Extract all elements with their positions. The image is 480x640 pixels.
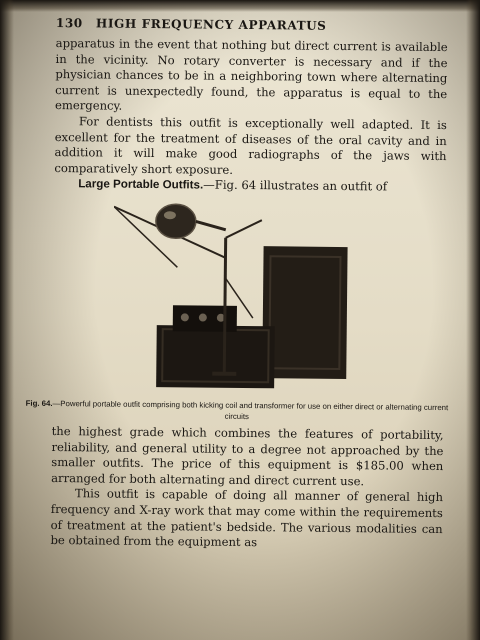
paragraph-2: For dentists this outfit is exceptionally well adapted. It is excellent for the treatment of diseases of the oral cavity and in addition it will make good radiographs of the jaws with comparatively short exposure. — [54, 114, 447, 177]
case-lid — [262, 246, 347, 379]
page-edge-shadow-right — [466, 0, 480, 640]
figure-caption — [22, 398, 452, 425]
portable-outfit-illustration — [112, 197, 354, 400]
paragraph-3 — [54, 176, 446, 196]
page-edge-shadow-left — [0, 0, 14, 640]
paragraph-3-text: —Fig. 64 illustrates an outfit of — [203, 177, 388, 194]
paragraph-1: apparatus in the event that nothing but direct current is available in the vicinity. No rotary converter is necessary and if the physician chances to be in a neighboring town where alternating current is unexpectedly found, the apparatus is equal to the emergency. — [54, 35, 448, 114]
case-base — [156, 325, 275, 388]
running-head-title: HIGH FREQUENCY APPARATUS — [95, 16, 327, 33]
figure-64 — [52, 196, 446, 400]
section-lead: Large Portable Outfits. — [78, 177, 204, 192]
paragraph-4: the highest grade which combines the features of portability, reliability, and general utility to a degree not approached by the smaller outfits. The price of this equipment is $185.00 when arranged for both alternating and direct current use. — [51, 423, 444, 488]
page-edge-shadow-top — [0, 0, 480, 12]
tube-arm-right — [226, 220, 262, 238]
page-number: 130 — [55, 16, 83, 31]
xray-tube-neck — [196, 221, 226, 229]
figure-caption-text: —Powerful portable outfit comprising both kicking coil and transformer for use on either direct or alternating current circuits — [52, 398, 449, 421]
paragraph-5: This outfit is capable of doing all manner of general high frequency and X-ray work that may come within the requirements of treatment at the patient's bedside. The various modalities can be obtained from the equipment as — [50, 486, 444, 550]
figure-label: Fig. 64. — [25, 398, 53, 408]
xray-tube-bulb — [156, 204, 196, 238]
running-head — [56, 16, 448, 40]
book-page — [25, 16, 449, 632]
